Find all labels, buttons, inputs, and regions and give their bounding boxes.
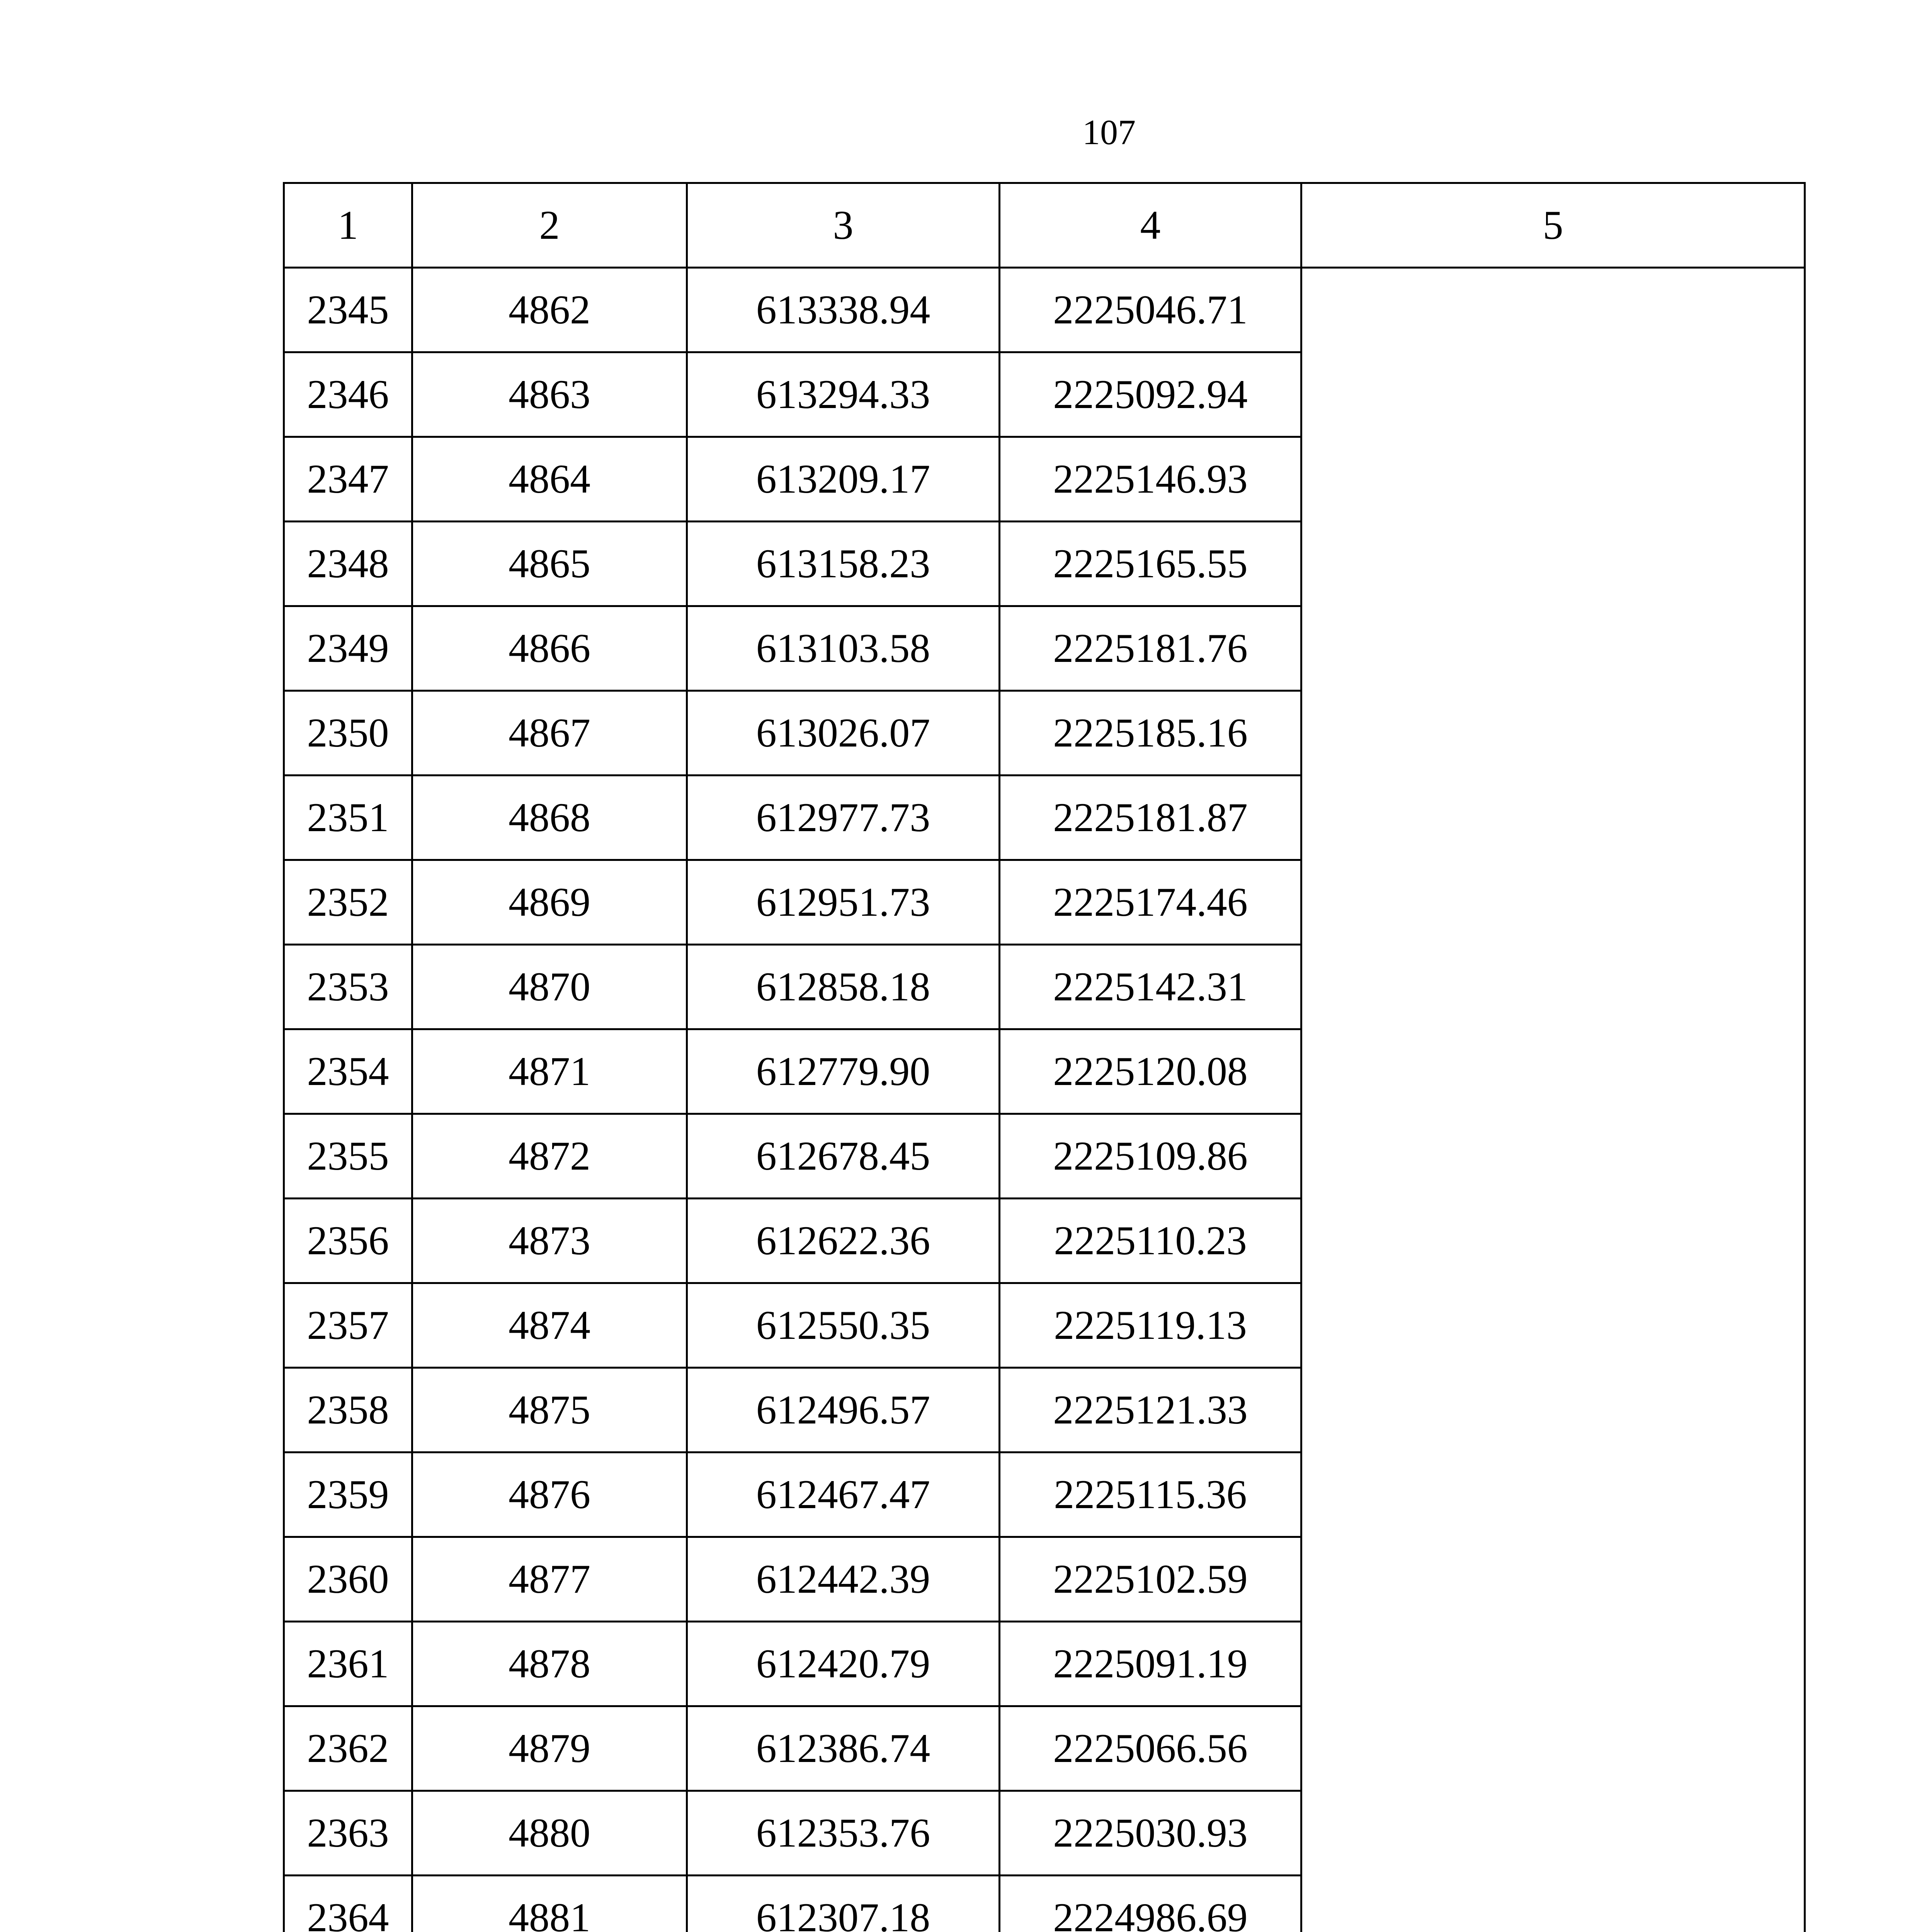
row-number-cell: 2346 [284, 352, 412, 437]
row-number-cell: 2352 [284, 860, 412, 945]
y-coordinate-cell: 2225091.19 [1000, 1622, 1301, 1706]
row-number-cell: 2354 [284, 1029, 412, 1114]
row-number-cell: 2355 [284, 1114, 412, 1199]
y-coordinate-cell: 2224986.69 [1000, 1876, 1301, 1932]
y-coordinate-cell: 2225046.71 [1000, 268, 1301, 352]
point-id-cell: 4862 [412, 268, 687, 352]
header-cell-4: 4 [1000, 183, 1301, 268]
x-coordinate-cell: 613103.58 [687, 606, 1000, 691]
row-number-cell: 2351 [284, 776, 412, 860]
x-coordinate-cell: 613338.94 [687, 268, 1000, 352]
row-number-cell: 2348 [284, 522, 412, 606]
point-id-cell: 4878 [412, 1622, 687, 1706]
point-id-cell: 4876 [412, 1452, 687, 1537]
x-coordinate-cell: 612353.76 [687, 1791, 1000, 1876]
header-cell-3: 3 [687, 183, 1000, 268]
point-id-cell: 4870 [412, 945, 687, 1029]
x-coordinate-cell: 612496.57 [687, 1368, 1000, 1452]
row-number-cell: 2350 [284, 691, 412, 776]
x-coordinate-cell: 612622.36 [687, 1199, 1000, 1283]
x-coordinate-cell: 613209.17 [687, 437, 1000, 522]
row-number-cell: 2345 [284, 268, 412, 352]
row-number-cell: 2356 [284, 1199, 412, 1283]
point-id-cell: 4872 [412, 1114, 687, 1199]
point-id-cell: 4874 [412, 1283, 687, 1368]
point-id-cell: 4863 [412, 352, 687, 437]
x-coordinate-cell: 613294.33 [687, 352, 1000, 437]
y-coordinate-cell: 2225102.59 [1000, 1537, 1301, 1622]
point-id-cell: 4877 [412, 1537, 687, 1622]
point-id-cell: 4864 [412, 437, 687, 522]
header-cell-2: 2 [412, 183, 687, 268]
table-body [284, 183, 1805, 1932]
point-id-cell: 4865 [412, 522, 687, 606]
column5-note-cell [1301, 268, 1805, 1932]
y-coordinate-cell: 2225120.08 [1000, 1029, 1301, 1114]
page-number: 107 [1082, 112, 1136, 152]
row-number-cell: 2364 [284, 1876, 412, 1932]
y-coordinate-cell: 2225030.93 [1000, 1791, 1301, 1876]
row-number-cell: 2362 [284, 1706, 412, 1791]
row-number-cell: 2359 [284, 1452, 412, 1537]
x-coordinate-cell: 612550.35 [687, 1283, 1000, 1368]
y-coordinate-cell: 2225181.87 [1000, 776, 1301, 860]
x-coordinate-cell: 612467.47 [687, 1452, 1000, 1537]
y-coordinate-cell: 2225115.36 [1000, 1452, 1301, 1537]
header-cell-1: 1 [284, 183, 412, 268]
point-id-cell: 4867 [412, 691, 687, 776]
y-coordinate-cell: 2225066.56 [1000, 1706, 1301, 1791]
point-id-cell: 4868 [412, 776, 687, 860]
x-coordinate-cell: 612951.73 [687, 860, 1000, 945]
y-coordinate-cell: 2225119.13 [1000, 1283, 1301, 1368]
point-id-cell: 4881 [412, 1876, 687, 1932]
row-number-cell: 2353 [284, 945, 412, 1029]
y-coordinate-cell: 2225174.46 [1000, 860, 1301, 945]
x-coordinate-cell: 612858.18 [687, 945, 1000, 1029]
y-coordinate-cell: 2225142.31 [1000, 945, 1301, 1029]
row-number-cell: 2349 [284, 606, 412, 691]
x-coordinate-cell: 612977.73 [687, 776, 1000, 860]
row-number-cell: 2363 [284, 1791, 412, 1876]
header-row [284, 183, 1805, 268]
y-coordinate-cell: 2225185.16 [1000, 691, 1301, 776]
row-number-cell: 2358 [284, 1368, 412, 1452]
table-row [284, 268, 1805, 352]
x-coordinate-cell: 612442.39 [687, 1537, 1000, 1622]
point-id-cell: 4880 [412, 1791, 687, 1876]
y-coordinate-cell: 2225121.33 [1000, 1368, 1301, 1452]
x-coordinate-cell: 612307.18 [687, 1876, 1000, 1932]
x-coordinate-cell: 612420.79 [687, 1622, 1000, 1706]
x-coordinate-cell: 612779.90 [687, 1029, 1000, 1114]
point-id-cell: 4875 [412, 1368, 687, 1452]
x-coordinate-cell: 612386.74 [687, 1706, 1000, 1791]
y-coordinate-cell: 2225092.94 [1000, 352, 1301, 437]
y-coordinate-cell: 2225109.86 [1000, 1114, 1301, 1199]
point-id-cell: 4869 [412, 860, 687, 945]
row-number-cell: 2360 [284, 1537, 412, 1622]
point-id-cell: 4871 [412, 1029, 687, 1114]
x-coordinate-cell: 613158.23 [687, 522, 1000, 606]
header-cell-5: 5 [1301, 183, 1805, 268]
point-id-cell: 4873 [412, 1199, 687, 1283]
coordinates-table [283, 182, 1806, 1932]
y-coordinate-cell: 2225146.93 [1000, 437, 1301, 522]
y-coordinate-cell: 2225181.76 [1000, 606, 1301, 691]
row-number-cell: 2361 [284, 1622, 412, 1706]
point-id-cell: 4879 [412, 1706, 687, 1791]
x-coordinate-cell: 613026.07 [687, 691, 1000, 776]
row-number-cell: 2357 [284, 1283, 412, 1368]
x-coordinate-cell: 612678.45 [687, 1114, 1000, 1199]
row-number-cell: 2347 [284, 437, 412, 522]
y-coordinate-cell: 2225110.23 [1000, 1199, 1301, 1283]
point-id-cell: 4866 [412, 606, 687, 691]
y-coordinate-cell: 2225165.55 [1000, 522, 1301, 606]
